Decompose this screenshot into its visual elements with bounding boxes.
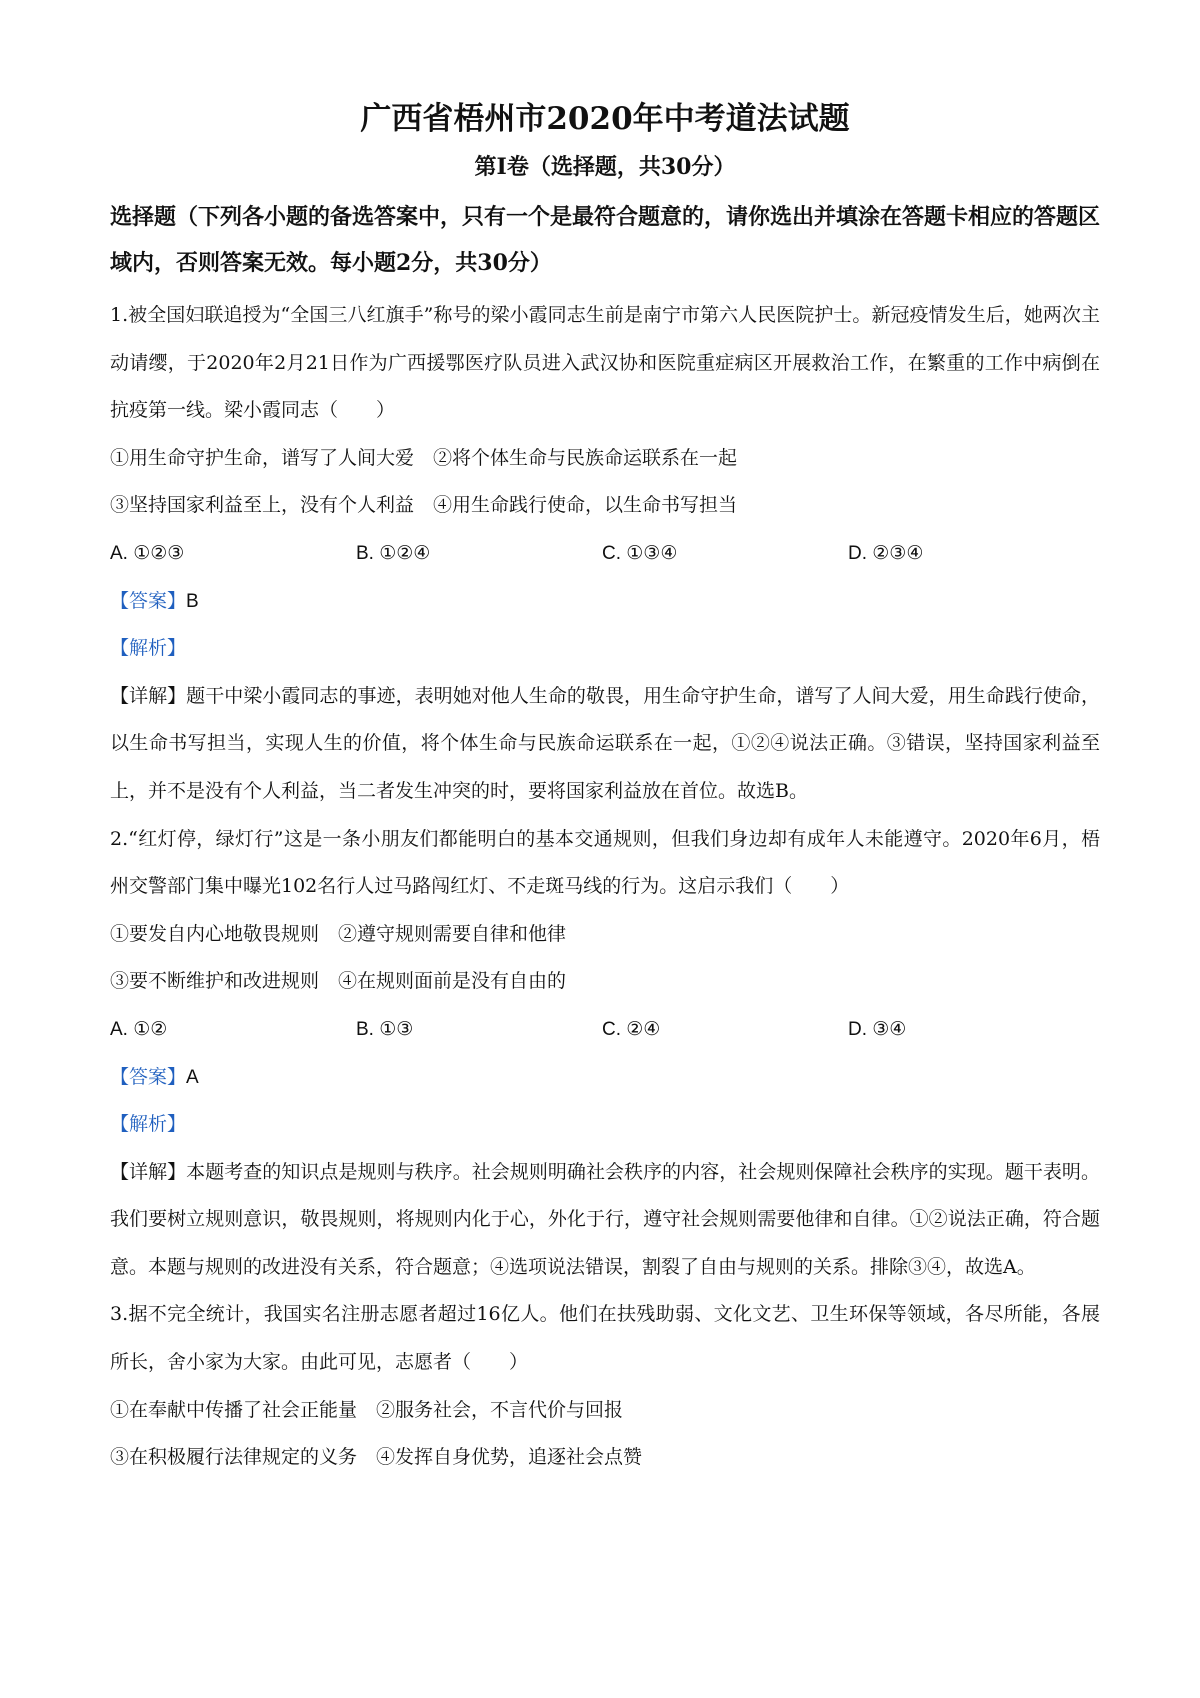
question-1-statements-1: ①用生命守护生命，谱写了人间大爱 ②将个体生命与民族命运联系在一起	[110, 446, 738, 469]
question-2-statements-1: ①要发自内心地敬畏规则 ②遵守规则需要自律和他律	[110, 922, 567, 945]
answer-value: A	[186, 1066, 199, 1088]
option-b: B. ①③	[356, 1018, 414, 1040]
option-b: B. ①②④	[356, 542, 431, 564]
detail-text: 本题考查的知识点是规则与秩序。社会规则明确社会秩序的内容，社会规则保障社会秩序的实现。题干表明。我们要树立规则意识，敬畏规则，将规则内化于心，外化于行，遵守社会规则需要他律和自律。①②说法正确，符合题意。本题与规则的改进没有关系，符合题意；④选项说法错误，割裂了自由与规则的关系。排除③④，故选A。	[110, 1160, 1100, 1278]
question-1-answer	[110, 578, 1100, 626]
question-2-analysis	[110, 1101, 1100, 1149]
option-d: D. ③④	[848, 1018, 907, 1040]
option-a: A. ①②	[110, 1018, 168, 1040]
answer-label: 【答案】	[110, 589, 187, 612]
detail-label: 【详解】	[110, 684, 187, 707]
question-2-answer	[110, 1054, 1100, 1102]
question-1-analysis	[110, 625, 1100, 673]
question-2-stem: 2.“红灯停，绿灯行”这是一条小朋友们都能明白的基本交通规则，但我们身边却有成年人未能遵守。2020年6月，梧州交警部门集中曝光102名行人过马路闯红灯、不走斑马线的行为。这启示我们（ ）	[110, 827, 1100, 898]
analysis-label: 【解析】	[110, 1113, 187, 1136]
section-subtitle: 第Ⅰ卷（选择题，共30分）	[474, 154, 736, 180]
question-3-statements-1: ①在奉献中传播了社会正能量 ②服务社会，不言代价与回报	[110, 1398, 624, 1421]
detail-text: 题干中梁小霞同志的事迹，表明她对他人生命的敬畏，用生命守护生命，谱写了人间大爱，用生命践行使命，以生命书写担当，实现人生的价值，将个体生命与民族命运联系在一起，①②④说法正确。③错误，坚持国家利益至上，并不是没有个人利益，当二者发生冲突的时，要将国家利益放在首位。故选B。	[110, 684, 1100, 802]
document-content	[110, 96, 1100, 1482]
option-d: D. ②③④	[848, 542, 924, 564]
page-title: 广西省梧州市2020年中考道法试题	[360, 101, 850, 137]
question-2-options	[110, 1006, 1100, 1054]
option-a: A. ①②③	[110, 542, 185, 564]
section-instruction: 选择题（下列各小题的备选答案中，只有一个是最符合题意的，请你选出并填涂在答题卡相应的答题区域内，否则答案无效。每小题2分，共30分）	[110, 204, 1101, 276]
option-c: C. ②④	[602, 1018, 661, 1040]
question-1-options	[110, 530, 1100, 578]
answer-label: 【答案】	[110, 1065, 187, 1088]
question-2-statements-2: ③要不断维护和改进规则 ④在规则面前是没有自由的	[110, 970, 567, 993]
answer-value: B	[186, 590, 199, 612]
question-1	[110, 292, 1100, 816]
option-c: C. ①③④	[602, 542, 678, 564]
question-1-statements-2: ③坚持国家利益至上，没有个人利益 ④用生命践行使命，以生命书写担当	[110, 494, 738, 517]
question-3-stem: 3.据不完全统计，我国实名注册志愿者超过16亿人。他们在扶残助弱、文化文艺、卫生环保等领域，各尽所能，各展所长，舍小家为大家。由此可见，志愿者（ ）	[110, 1303, 1100, 1374]
analysis-label: 【解析】	[110, 637, 187, 660]
question-1-detail	[110, 673, 1100, 816]
question-3-statements-2: ③在积极履行法律规定的义务 ④发挥自身优势，追逐社会点赞	[110, 1446, 643, 1469]
detail-label: 【详解】	[110, 1160, 187, 1183]
question-1-stem: 1.被全国妇联追授为“全国三八红旗手”称号的梁小霞同志生前是南宁市第六人民医院护士。新冠疫情发生后，她两次主动请缨，于2020年2月21日作为广西援鄂医疗队员进入武汉协和医院重症病区开展救治工作，在繁重的工作中病倒在抗疫第一线。梁小霞同志（ ）	[110, 304, 1100, 422]
question-2	[110, 816, 1100, 1292]
question-3	[110, 1291, 1100, 1481]
question-2-detail	[110, 1149, 1100, 1292]
